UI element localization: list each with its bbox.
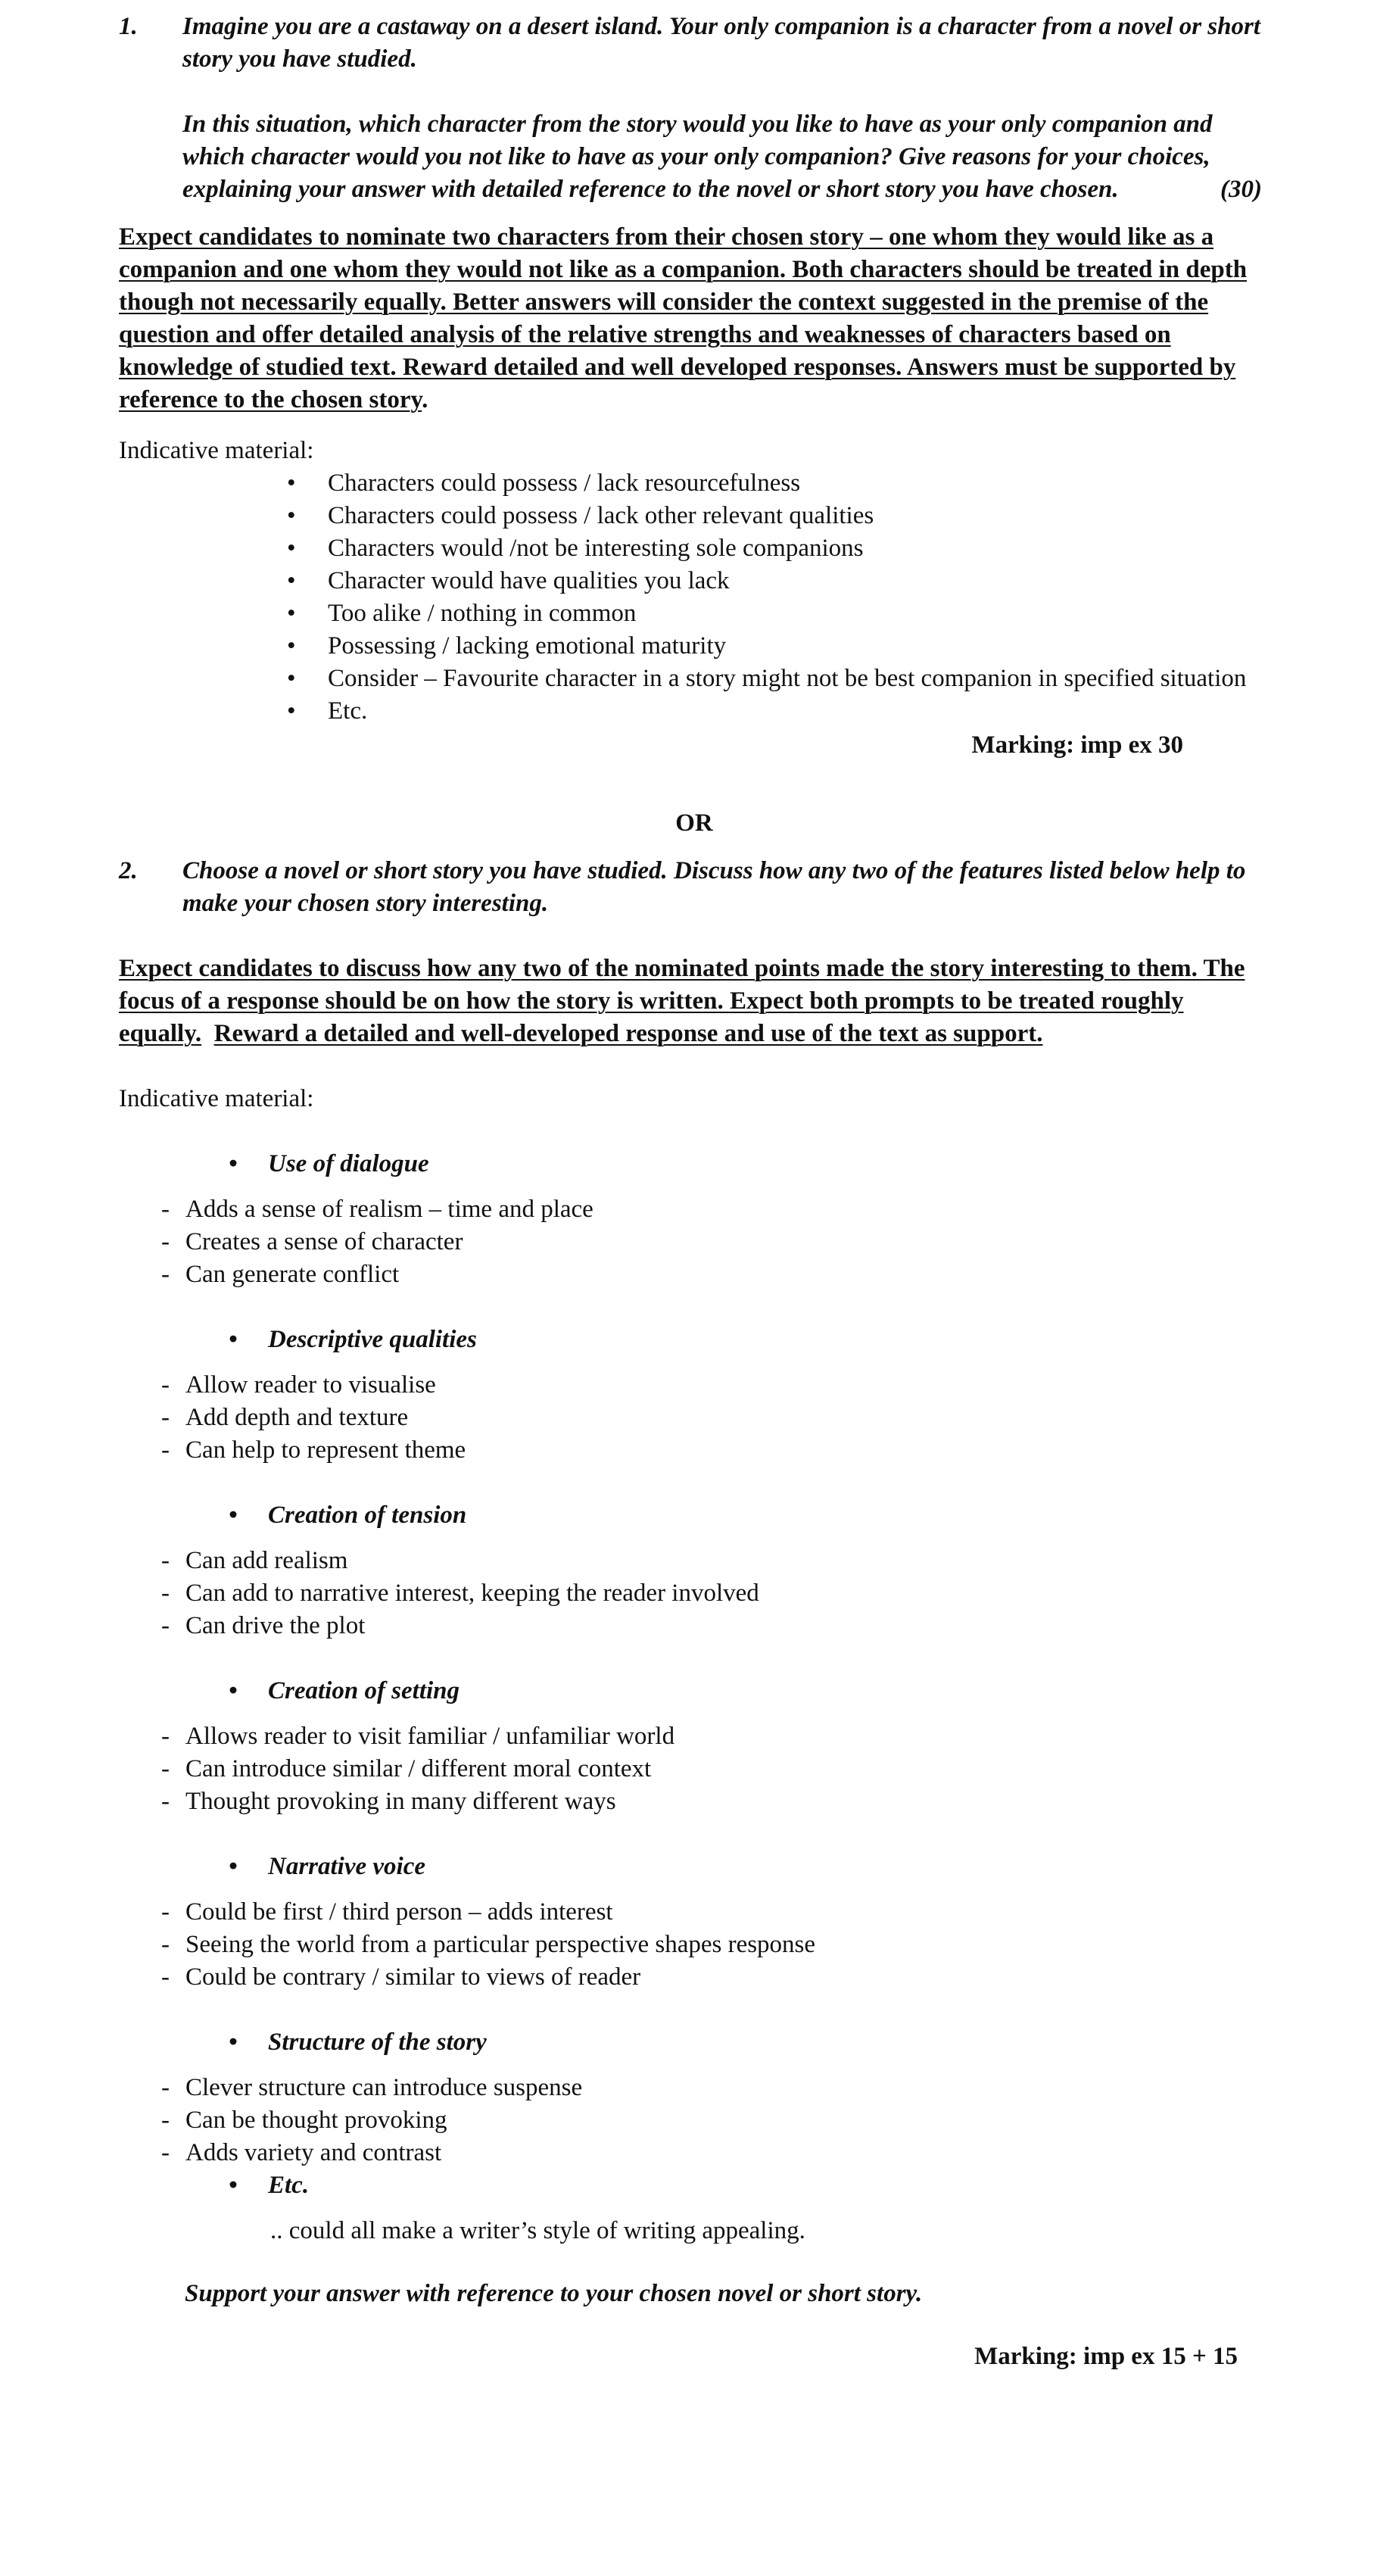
feature-point: - Can add realism	[161, 1545, 1270, 1577]
feature-heading	[119, 1324, 1270, 1356]
feature-bullet: •	[229, 1677, 238, 1704]
feature-point: - Could be contrary / similar to views of reader	[161, 1961, 1270, 1994]
question-1-expect-text: Expect candidates to nominate two characters from their chosen story – one whom they would like as a companion and one whom they would not like as a companion. Both characters should be treated in depth though not necessarily equally. Better answers will consider the context suggested in the premise of the question and offer detailed analysis of the relative strengths and weaknesses of characters based on knowledge of studied text. Reward detailed and well developed responses. Answers must be supported by reference to the chosen story	[119, 223, 1248, 413]
feature-title: Creation of tension	[268, 1502, 467, 1529]
feature-point: - Allow reader to visualise	[161, 1369, 1270, 1402]
feature-bullet: •	[229, 1502, 238, 1529]
feature-etc	[119, 2169, 1270, 2202]
question-1-prompt	[182, 11, 1270, 206]
question-2-features	[119, 1148, 1270, 2169]
feature-point: - Can add to narrative interest, keeping the reader involved	[161, 1577, 1270, 1610]
feature-point: - Can introduce similar / different moral context	[161, 1753, 1270, 1785]
feature-heading	[119, 1148, 1270, 1180]
feature-point: - Allows reader to visit familiar / unfamiliar world	[161, 1720, 1270, 1753]
feature-heading	[119, 2026, 1270, 2059]
question-1-indicative-list	[119, 467, 1270, 728]
feature-point: - Can drive the plot	[161, 1610, 1270, 1642]
question-2-prompt: Choose a novel or short story you have studied. Discuss how any two of the features listed below help to make your chosen story interesting.	[182, 857, 1246, 917]
question-2-indicative-label: Indicative material:	[119, 1085, 314, 1112]
feature-bullet: •	[229, 2029, 238, 2056]
question-1-prompt-intro: Imagine you are a castaway on a desert island. Your only companion is a character from a novel or short story you have studied.	[182, 13, 1260, 73]
feature-bullet: •	[229, 1150, 238, 1177]
feature-title: Narrative voice	[268, 1853, 426, 1880]
support-instruction: Support your answer with reference to your chosen novel or short story.	[185, 2280, 923, 2307]
feature-point: - Add depth and texture	[161, 1402, 1270, 1434]
feature-title: Use of dialogue	[268, 1150, 429, 1177]
indicative-item: • Character would have qualities you lack	[287, 565, 1270, 597]
indicative-item: • Too alike / nothing in common	[287, 597, 1270, 630]
feature-point: - Can generate conflict	[161, 1258, 1270, 1291]
feature-point: - Adds variety and contrast	[161, 2137, 1270, 2169]
question-2	[119, 855, 1270, 920]
feature-point: - Thought provoking in many different ways	[161, 1785, 1270, 1818]
feature-heading	[119, 1851, 1270, 1883]
feature-point: - Clever structure can introduce suspense	[161, 2072, 1270, 2104]
question-1-marking: Marking: imp ex 30	[971, 731, 1183, 759]
question-1-marks: (30)	[1220, 176, 1262, 203]
mark-scheme-page	[119, 11, 1270, 2373]
question-1-prompt-task	[182, 108, 1270, 206]
feature-bullet: •	[229, 1326, 238, 1353]
question-2-expectations	[119, 953, 1270, 1050]
feature-title: Creation of setting	[268, 1677, 460, 1704]
indicative-item: • Characters could possess / lack other relevant qualities	[287, 500, 1270, 532]
question-1-expectations	[119, 221, 1270, 416]
feature-points	[119, 1720, 1270, 1818]
feature-bullet: •	[229, 2172, 238, 2199]
or-divider: OR	[675, 809, 713, 837]
feature-points	[119, 1369, 1270, 1467]
question-1-expect-end: .	[422, 386, 428, 413]
feature-title: Etc.	[268, 2172, 310, 2199]
feature-title: Descriptive qualities	[268, 1326, 477, 1353]
indicative-item: • Characters would /not be interesting sole companions	[287, 532, 1270, 565]
feature-points	[119, 1545, 1270, 1642]
indicative-item: • Possessing / lacking emotional maturity	[287, 630, 1270, 663]
feature-heading	[119, 1675, 1270, 1707]
feature-points	[119, 1193, 1270, 1291]
question-2-number: 2.	[119, 857, 138, 884]
feature-point: - Seeing the world from a particular perspective shapes response	[161, 1929, 1270, 1961]
feature-title: Structure of the story	[268, 2029, 487, 2056]
feature-point: - Can be thought provoking	[161, 2104, 1270, 2137]
feature-bullet: •	[229, 1853, 238, 1880]
feature-points	[119, 1896, 1270, 1994]
indicative-item: • Consider – Favourite character in a story might not be best companion in specified situation	[287, 663, 1270, 695]
feature-point: - Creates a sense of character	[161, 1226, 1270, 1258]
etc-note: .. could all make a writer’s style of writing appealing.	[270, 2217, 805, 2244]
question-2-expect-b: Reward a detailed and well-developed response and use of the text as support.	[213, 1020, 1043, 1047]
question-2-expect-a: Expect candidates to discuss how any two of the nominated points made the story interesting to them. The focus of a response should be on how the story is written. Expect both prompts to be treated roughly equally.	[119, 955, 1245, 1047]
indicative-item: • Characters could possess / lack resourcefulness	[287, 467, 1270, 500]
question-2-marking: Marking: imp ex 15 + 15	[974, 2343, 1238, 2370]
question-1-number: 1.	[119, 13, 138, 40]
question-1-task-text: In this situation, which character from the story would you like to have as your only companion and which character would you not like to have as your only companion? Give reasons for your choices, explaining your answer with detailed reference to the novel or short story you have chosen.	[182, 111, 1213, 203]
feature-point: - Adds a sense of realism – time and place	[161, 1193, 1270, 1226]
question-1	[119, 11, 1270, 206]
indicative-item: • Etc.	[287, 695, 1270, 728]
question-1-indicative-label: Indicative material:	[119, 437, 314, 464]
feature-point: - Can help to represent theme	[161, 1434, 1270, 1467]
feature-points	[119, 2072, 1270, 2169]
feature-point: - Could be first / third person – adds interest	[161, 1896, 1270, 1929]
feature-heading	[119, 1499, 1270, 1532]
